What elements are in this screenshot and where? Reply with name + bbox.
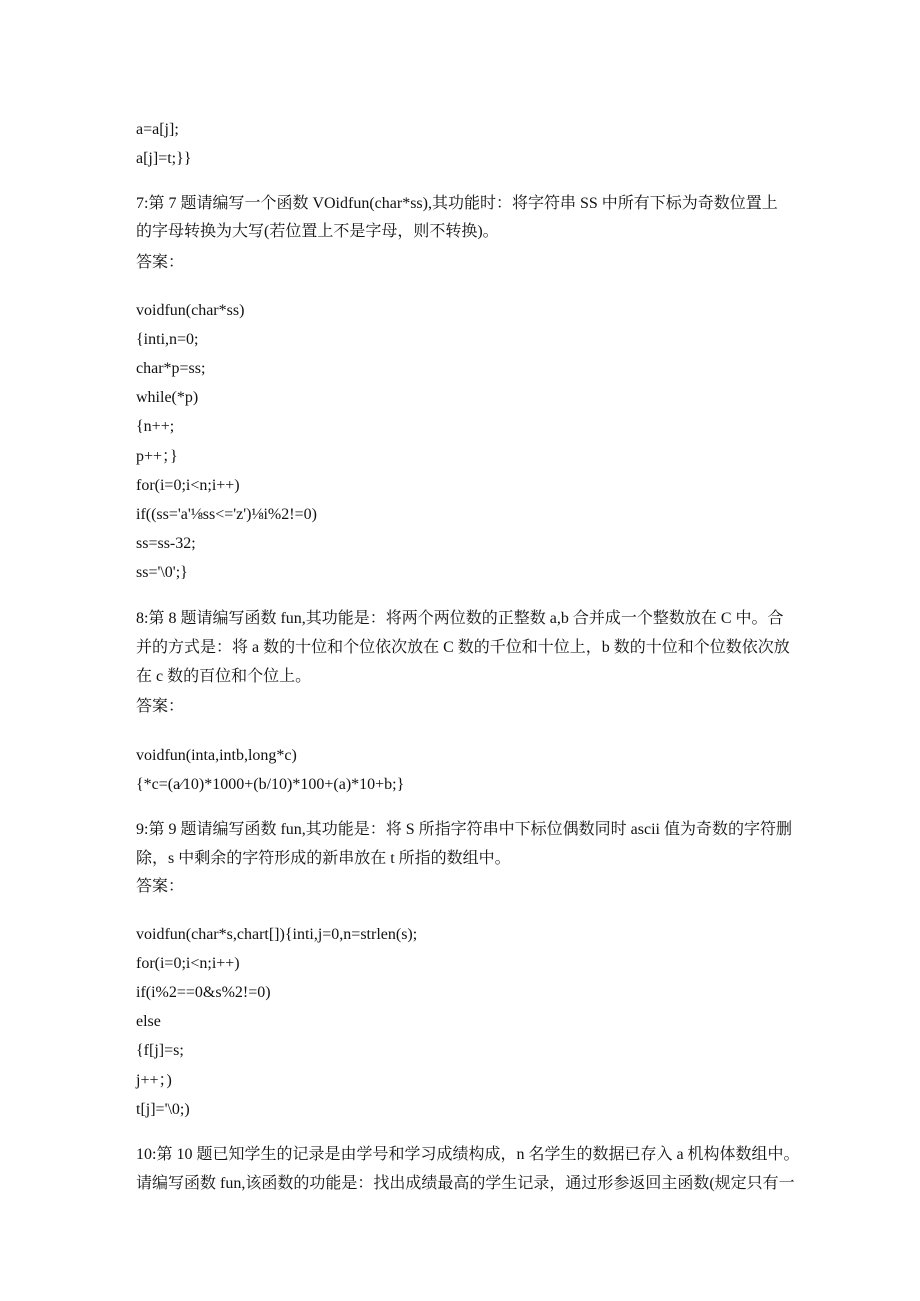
code-line: a=a[j]; [136, 121, 179, 138]
code-line: voidfun(char*s,chart[]){inti,j=0,n=strlen(s); [136, 926, 418, 943]
code-line: char*p=ss; [136, 360, 206, 377]
code-line: else [136, 1013, 161, 1030]
code-line: if((ss='a'⅛ss<='z')⅛i%2!=0) [136, 506, 317, 523]
code-line: t[j]='\0;) [136, 1101, 190, 1118]
question-10-text: 10:第 10 题已知学生的记录是由学号和学习成绩构成，n 名学生的数据已存入 a 机构体数组中。 [136, 1146, 800, 1163]
question-10-text: 请编写函数 fun,该函数的功能是：找出成绩最高的学生记录，通过形参返回主函数(规定只有一 [136, 1175, 795, 1192]
answer-label: 答案： [136, 698, 185, 715]
question-7-text: 的字母转换为大写(若位置上不是字母，则不转换)。 [136, 223, 499, 240]
code-line: for(i=0;i<n;i++) [136, 955, 240, 972]
code-line: for(i=0;i<n;i++) [136, 477, 240, 494]
code-line: {f[j]=s; [136, 1042, 184, 1059]
answer-label: 答案： [136, 254, 185, 271]
code-line: ss=ss-32; [136, 535, 196, 552]
code-line: {n++; [136, 418, 175, 435]
code-line: {inti,n=0; [136, 331, 199, 348]
question-8-text: 8:第 8 题请编写函数 fun,其功能是：将两个两位数的正整数 a,b 合并成一个整数放在 C 中。合 [136, 610, 784, 627]
code-line: j++；) [136, 1072, 172, 1089]
code-line: {*c=(a⁄10)*1000+(b/10)*100+(a)*10+b;} [136, 776, 405, 793]
code-line: ss='\0';} [136, 564, 188, 581]
code-line: while(*p) [136, 389, 199, 406]
code-line: if(i%2==0&s%2!=0) [136, 984, 271, 1001]
code-line: voidfun(inta,intb,long*c) [136, 747, 297, 764]
question-9-text: 9:第 9 题请编写函数 fun,其功能是：将 S 所指字符串中下标位偶数同时 ascii 值为奇数的字符删 [136, 821, 792, 838]
question-7-text: 7:第 7 题请编写一个函数 VOidfun(char*ss),其功能时：将字符串 SS 中所有下标为奇数位置上 [136, 195, 778, 212]
code-line: voidfun(char*ss) [136, 302, 245, 319]
question-8-text: 在 c 数的百位和个位上。 [136, 668, 312, 685]
question-8-text: 并的方式是：将 a 数的十位和个位依次放在 C 数的千位和十位上，b 数的十位和个位数依次放 [136, 639, 790, 656]
code-line: p++；} [136, 448, 178, 465]
code-line: a[j]=t;}} [136, 150, 192, 167]
question-9-text: 除，s 中剩余的字符形成的新串放在 t 所指的数组中。 [136, 850, 511, 867]
answer-label: 答案： [136, 878, 185, 895]
